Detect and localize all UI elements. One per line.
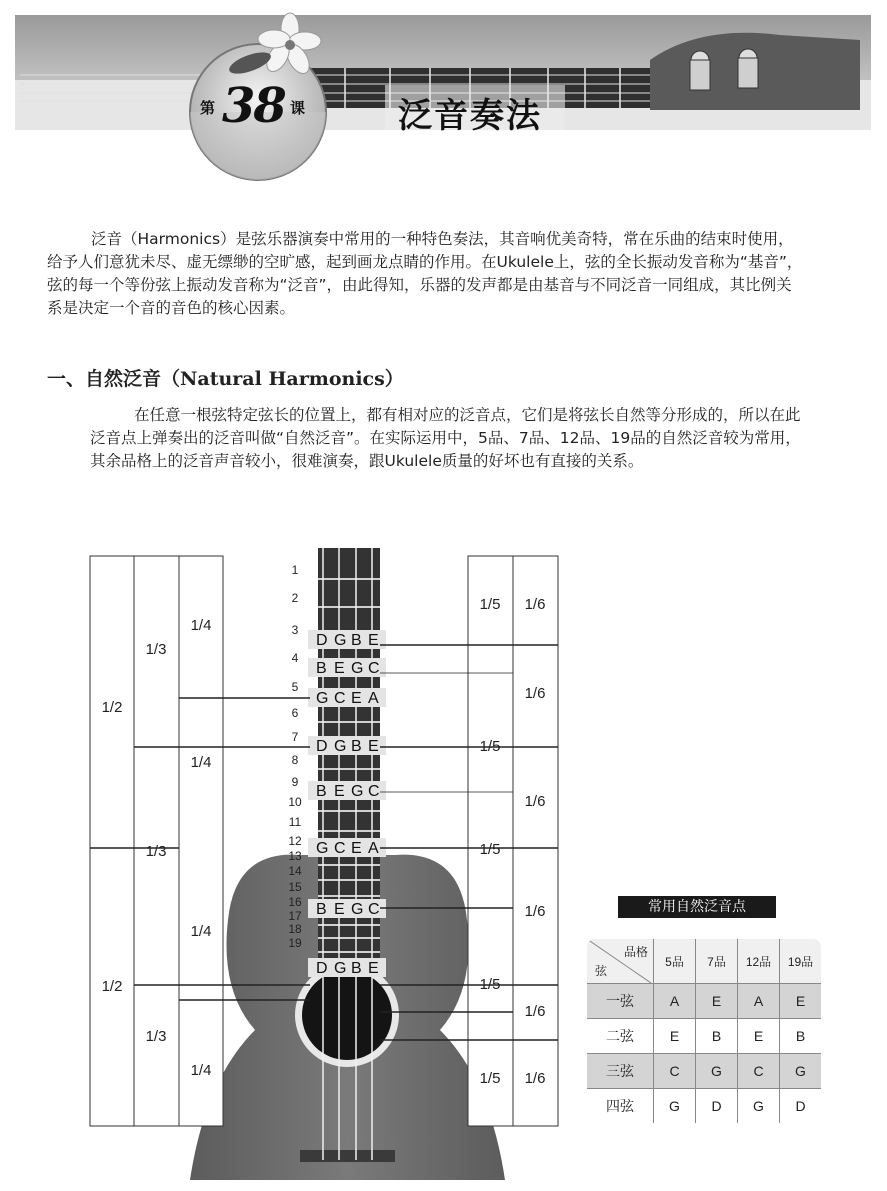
quarter-column xyxy=(179,556,223,1126)
label-1-2: 1/2 xyxy=(101,978,123,995)
table-cell: C xyxy=(738,1054,780,1089)
table-title: 常用自然泛音点 xyxy=(618,896,776,918)
label-1-6: 1/6 xyxy=(524,685,546,702)
fret-number: 2 xyxy=(291,591,299,605)
table-cell: E xyxy=(654,1019,696,1054)
fret-number: 3 xyxy=(291,623,299,637)
table-cell: D xyxy=(780,1089,823,1125)
fret-number: 8 xyxy=(291,753,299,767)
fret-number: 10 xyxy=(288,795,302,809)
lesson-number: 38 xyxy=(222,78,285,134)
label-1-5: 1/5 xyxy=(479,976,501,993)
sound-hole xyxy=(302,970,392,1060)
fret-number: 17 xyxy=(288,909,302,923)
table-cell: G xyxy=(780,1054,823,1089)
string-label: 四弦 xyxy=(586,1089,654,1125)
harmonic-note: C xyxy=(368,901,380,918)
bridge xyxy=(300,1150,395,1162)
table-cell: A xyxy=(738,984,780,1019)
harmonic-note: B xyxy=(316,901,327,918)
harmonic-note: G xyxy=(334,632,347,649)
harmonic-note: B xyxy=(351,632,362,649)
fret-number: 9 xyxy=(291,775,299,789)
label-1-4: 1/4 xyxy=(190,617,212,634)
column-header: 7品 xyxy=(696,938,738,984)
harmonic-note: E xyxy=(334,783,345,800)
section-body-text: 在任意一根弦特定弦长的位置上，都有相对应的泛音点，它们是将弦长自然等分形成的，所以在此泛音点上弹奏出的泛音叫做“自然泛音”。在实际运用中，5品、7品、12品、19品的自然泛音较为常用，其余品格上的泛音声音较小，很难演奏，跟Ukulele质量的好坏也有直接的关系。 xyxy=(90,406,801,470)
label-1-6: 1/6 xyxy=(524,1003,546,1020)
fret-number: 6 xyxy=(291,706,299,720)
table-cell: C xyxy=(654,1054,696,1089)
label-1-4: 1/4 xyxy=(190,923,212,940)
table-cell: B xyxy=(780,1019,823,1054)
harmonic-note: D xyxy=(316,738,328,755)
harmonic-note: G xyxy=(316,840,329,857)
harmonic-note: D xyxy=(316,632,328,649)
table-cell: G xyxy=(654,1089,696,1125)
string-label: 三弦 xyxy=(586,1054,654,1089)
harmonic-note: E xyxy=(334,901,345,918)
table-cell: G xyxy=(738,1089,780,1125)
lesson-prefix: 第 xyxy=(200,99,216,117)
harmonic-note: E xyxy=(351,690,362,707)
harmonic-note: E xyxy=(368,632,379,649)
string-label: 一弦 xyxy=(586,984,654,1019)
harmonic-note: B xyxy=(351,738,362,755)
section-title-cn: 自然泛音 xyxy=(85,368,162,390)
section-body xyxy=(90,404,808,473)
column-header: 5品 xyxy=(654,938,696,984)
label-1-3: 1/3 xyxy=(145,641,167,658)
harmonic-note: C xyxy=(334,840,346,857)
table-row xyxy=(586,1019,822,1054)
intro-paragraph xyxy=(47,228,807,320)
table-corner-cell xyxy=(586,938,654,984)
section-title-en: （Natural Harmonics） xyxy=(161,368,404,390)
harmonic-note: B xyxy=(316,783,327,800)
label-1-5: 1/5 xyxy=(479,1070,501,1087)
harmonic-note: G xyxy=(334,960,347,977)
harmonic-note: D xyxy=(316,960,328,977)
section-number: 一、 xyxy=(47,368,86,390)
fret-number: 11 xyxy=(288,815,302,829)
harmonic-note: G xyxy=(351,660,364,677)
harmonic-note: C xyxy=(368,660,380,677)
harmonic-note: G xyxy=(316,690,329,707)
harmonic-note: E xyxy=(368,738,379,755)
harmonic-note: G xyxy=(334,738,347,755)
label-1-5: 1/5 xyxy=(479,596,501,613)
table-row xyxy=(586,1054,822,1089)
label-1-6: 1/6 xyxy=(524,596,546,613)
string-label: 二弦 xyxy=(586,1019,654,1054)
label-1-2: 1/2 xyxy=(101,699,123,716)
label-1-6: 1/6 xyxy=(524,903,546,920)
column-header: 19品 xyxy=(780,938,823,984)
column-header: 12品 xyxy=(738,938,780,984)
table-cell: E xyxy=(738,1019,780,1054)
lesson-suffix: 课 xyxy=(290,99,306,117)
label-1-3: 1/3 xyxy=(145,843,167,860)
label-1-5: 1/5 xyxy=(479,738,501,755)
label-1-3: 1/3 xyxy=(145,1028,167,1045)
fret-number: 13 xyxy=(288,849,302,863)
table-cell: E xyxy=(780,984,823,1019)
harmonic-note: E xyxy=(351,840,362,857)
table-row xyxy=(586,984,822,1019)
intro-text: 泛音（Harmonics）是弦乐器演奏中常用的一种特色奏法，其音响优美奇特，常在乐曲的结束时使用，给予人们意犹未尽、虚无缥缈的空旷感，起到画龙点睛的作用。在Ukulele上，弦的全长振动发音称为“基音”，弦的每一个等份弦上振动发音称为“泛音”，由此得知，乐器的发声都是由基音与不同泛音一同组成，其比例关系是决定一个音的音色的核心因素。 xyxy=(47,230,803,317)
label-1-6: 1/6 xyxy=(524,793,546,810)
harmonic-note: C xyxy=(334,690,346,707)
label-1-5: 1/5 xyxy=(479,841,501,858)
lesson-title: 泛音奏法 xyxy=(398,96,542,136)
harmonic-note: G xyxy=(351,901,364,918)
section-heading xyxy=(47,364,404,391)
fret-number: 7 xyxy=(291,730,299,744)
table-cell: D xyxy=(696,1089,738,1125)
half-column xyxy=(90,556,134,1126)
harmonic-note: B xyxy=(316,660,327,677)
harmonics-table xyxy=(585,937,823,1125)
corner-string-label: 弦 xyxy=(595,964,608,978)
label-1-4: 1/4 xyxy=(190,754,212,771)
fret-number: 1 xyxy=(291,563,299,577)
table-cell: B xyxy=(696,1019,738,1054)
harmonic-note: A xyxy=(368,840,379,857)
table-cell: G xyxy=(696,1054,738,1089)
harmonic-note: B xyxy=(351,960,362,977)
table-cell: E xyxy=(696,984,738,1019)
fret-number: 18 xyxy=(288,922,302,936)
fret-number: 15 xyxy=(288,880,302,894)
fret-number: 12 xyxy=(288,834,302,848)
harmonic-note: E xyxy=(368,960,379,977)
label-1-6: 1/6 xyxy=(524,1070,546,1087)
fret-number: 4 xyxy=(291,651,299,665)
fret-number: 5 xyxy=(291,680,299,694)
fret-number: 19 xyxy=(288,936,302,950)
harmonic-note: G xyxy=(351,783,364,800)
harmonic-note: C xyxy=(368,783,380,800)
harmonic-note: E xyxy=(334,660,345,677)
fret-number: 16 xyxy=(288,895,302,909)
table-row xyxy=(586,1089,822,1125)
fret-number: 14 xyxy=(288,864,302,878)
harmonic-note: A xyxy=(368,690,379,707)
label-1-4: 1/4 xyxy=(190,1062,212,1079)
table-cell: A xyxy=(654,984,696,1019)
corner-fret-label: 品格 xyxy=(623,945,648,959)
